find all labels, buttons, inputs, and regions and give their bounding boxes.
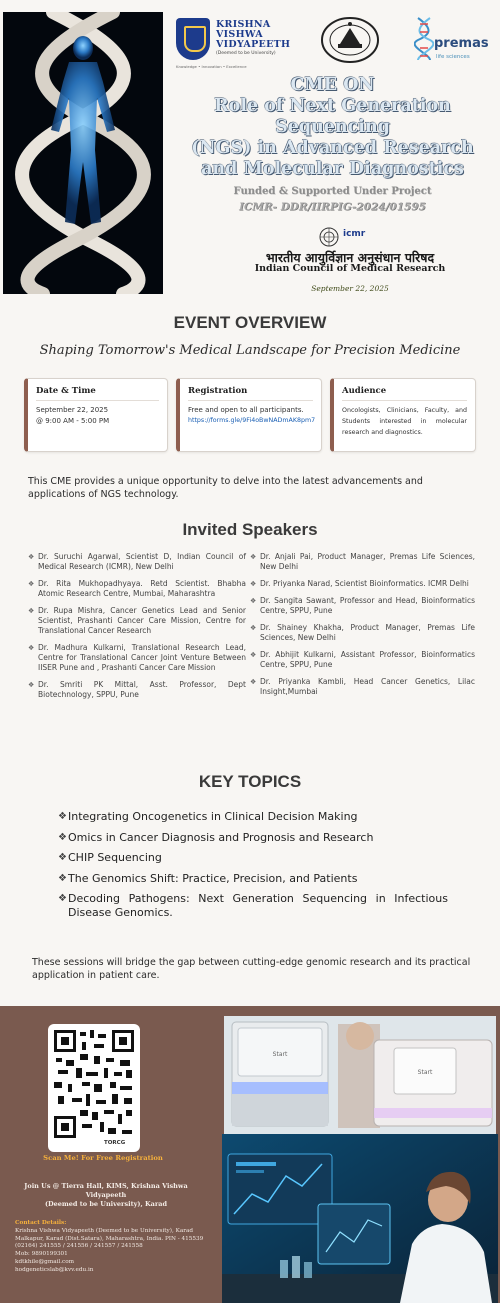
contact-email[interactable]: hodgeneticslab@kvv.edu.in xyxy=(15,1266,94,1273)
speaker-item: ❖ Dr. Rita Mukhopadhyaya. Retd Scientist. Bhabha Atomic Research Centre, Mumbai, Maharashtra xyxy=(28,579,246,598)
registration-card xyxy=(176,378,322,452)
title-line: (NGS) in Advanced Research xyxy=(191,138,474,158)
topic-item: ❖ Integrating Oncogenetics in Clinical Decision Making xyxy=(58,810,358,823)
sequencer-devices-illustration xyxy=(224,1016,496,1136)
key-topics-heading: KEY TOPICS xyxy=(198,772,302,791)
premas-name: premas xyxy=(434,36,489,51)
overview-heading: EVENT OVERVIEW xyxy=(173,313,327,332)
registration-qr[interactable] xyxy=(48,1024,140,1154)
closing-text: These sessions will bridge the gap between cutting-edge genomic research and its practical application in patient care. xyxy=(32,957,471,981)
contact-line: Malkapur, Karad (Dist.Satara), Maharashtra, India. PIN - 415539 xyxy=(15,1235,204,1242)
card-title: Audience xyxy=(342,386,467,401)
speaker-item: ❖ Dr. Smriti PK Mittal, Asst. Professor, Dept Biotechnology, SPPU, Pune xyxy=(28,680,246,699)
contact-email[interactable]: kdtkhile@gmail.com xyxy=(15,1258,75,1265)
diamond-bullet-icon: ❖ xyxy=(58,852,67,863)
svg-text:Start: Start xyxy=(417,1069,433,1076)
contact-phone: (02164) 241555 / 241556 / 241557 / 241558 xyxy=(15,1243,143,1250)
kvv-name: KRISHNA VISHWA VIDYAPEETH xyxy=(216,19,291,50)
speaker-item: ❖ Dr. Priyanka Kambli, Head Cancer Genetics, Lilac Insight,Mumbai xyxy=(250,677,475,696)
diamond-bullet-icon: ❖ xyxy=(250,678,257,686)
diamond-bullet-icon: ❖ xyxy=(28,644,35,652)
diamond-bullet-icon: ❖ xyxy=(58,872,67,884)
speaker-item: ❖ Dr. Abhijit Kulkarni, Assistant Professor, Bioinformatics Centre, SPPU, Pune xyxy=(250,650,475,669)
dna-helix-illustration xyxy=(3,12,163,294)
title-line: CME ON xyxy=(290,75,375,95)
icmr-logo-text: icmr xyxy=(343,229,366,239)
scientist-lab-photo xyxy=(222,1134,498,1303)
event-header xyxy=(0,0,500,298)
title-line: Role of Next Generation Sequencing xyxy=(214,96,451,137)
speaker-item: ❖ Dr. Anjali Pai, Product Manager, Premas Life Sciences, New Delhi xyxy=(250,552,475,571)
contact-details xyxy=(15,1220,230,1275)
kvv-motto: Knowledge • Innovation • Excellence xyxy=(176,64,247,69)
contact-heading: Contact Details: xyxy=(15,1220,67,1226)
diamond-bullet-icon: ❖ xyxy=(58,893,67,904)
funded-text: Funded & Supported Under Project xyxy=(233,186,432,197)
diamond-bullet-icon: ❖ xyxy=(250,597,257,605)
scan-cta: Scan Me! For Free Registration xyxy=(43,1154,163,1162)
registration-text: Free and open to all participants. xyxy=(188,406,304,414)
audience-text: Oncologists, Clinicians, Faculty, and Students interested in molecular research and diagnostics. xyxy=(342,407,467,436)
diamond-bullet-icon: ❖ xyxy=(28,607,35,615)
contact-mobile: Mob: 9890199301 xyxy=(15,1251,68,1258)
premas-subtitle: life sciences xyxy=(436,54,470,60)
diamond-bullet-icon: ❖ xyxy=(28,580,35,588)
icmr-logo xyxy=(318,226,370,248)
kvv-university-logo xyxy=(176,16,291,69)
speaker-item: ❖ Dr. Sangita Sawant, Professor and Head, Bioinformatics Centre, SPPU, Pune xyxy=(250,596,475,615)
topic-item: ❖ Decoding Pathogens: Next Generation Sequencing in Infectious Disease Genomics. xyxy=(58,892,448,919)
topic-item: ❖ The Genomics Shift: Practice, Precision, and Patients xyxy=(58,871,358,885)
diamond-bullet-icon: ❖ xyxy=(250,624,257,632)
event-date: September 22, 2025 xyxy=(311,284,389,293)
sequencer-photo xyxy=(224,1016,496,1136)
overview-tagline: Shaping Tomorrow's Medical Landscape for Precision Medicine xyxy=(39,343,461,358)
card-title: Registration xyxy=(188,386,313,401)
diamond-bullet-icon: ❖ xyxy=(58,811,67,822)
speaker-item: ❖ Dr. Shainey Khakha, Product Manager, Premas Life Sciences, New Delhi xyxy=(250,623,475,642)
diamond-bullet-icon: ❖ xyxy=(250,651,257,659)
topic-item: ❖ Omics in Cancer Diagnosis and Prognosis and Research xyxy=(58,830,374,844)
kvv-subtitle: (Deemed to be University) xyxy=(216,51,276,56)
venue-text: Join Us @ Tierra Hall, KIMS, Krishna Vishwa Vidyapeeth (Deemed to be University), Karad xyxy=(24,1182,188,1208)
date-time-card xyxy=(24,378,168,452)
speaker-item: ❖ Dr. Suruchi Agarwal, Scientist D, Indian Council of Medical Research (ICMR), New Delhi xyxy=(28,552,246,571)
speakers-left-column xyxy=(28,552,246,707)
diamond-bullet-icon: ❖ xyxy=(250,580,257,588)
speaker-item: ❖ Dr. Madhura Kulkarni, Translational Research Lead, Centre for Translational Cancer Joint Venture Between IISER Pune and , Prashanti Cancer Care Mission xyxy=(28,643,246,672)
key-topics-list xyxy=(58,810,448,926)
speaker-item: ❖ Dr. Rupa Mishra, Cancer Genetics Lead and Senior Scientist, Prashanti Cancer Care Mission, Centre for Translational Cancer Research xyxy=(28,606,246,635)
cme-title xyxy=(165,75,500,180)
registration-link[interactable]: https://forms.gle/9Fi4oBwNADmAK8pm7 xyxy=(188,417,316,424)
audience-card xyxy=(330,378,476,452)
dna-human-body-image xyxy=(3,12,163,294)
premas-logo xyxy=(414,14,494,66)
qr-code-icon[interactable] xyxy=(54,1030,134,1138)
event-date-line: September 22, 2025 xyxy=(36,406,109,414)
overview-intro: This CME provides a unique opportunity to delve into the latest advancements and applications of NGS technology. xyxy=(28,476,423,500)
contact-line: Krishna Vishwa Vidyapeeth (Deemed to be University), Karad xyxy=(15,1227,193,1234)
diamond-bullet-icon: ❖ xyxy=(28,553,35,561)
title-line: and Molecular Diagnostics xyxy=(201,159,464,179)
diamond-bullet-icon: ❖ xyxy=(250,553,257,561)
icmr-english-name: Indian Council of Medical Research xyxy=(254,263,446,274)
event-time-line: @ 9:00 AM - 5:00 PM xyxy=(36,417,110,425)
topic-item: ❖ CHIP Sequencing xyxy=(58,851,162,864)
svg-text:Start: Start xyxy=(272,1051,288,1058)
card-title: Date & Time xyxy=(36,386,159,401)
project-number: ICMR- DDR/IIRPIG-2024/01595 xyxy=(239,201,426,213)
logo-row xyxy=(170,12,496,72)
kvv-shield-icon xyxy=(176,18,210,60)
footer xyxy=(0,1006,500,1303)
qr-brand: TORCG xyxy=(104,1140,126,1146)
diamond-bullet-icon: ❖ xyxy=(58,831,67,843)
speakers-right-column xyxy=(250,552,475,704)
dna-strand-icon xyxy=(414,16,434,62)
university-emblem-icon xyxy=(318,14,382,64)
icmr-hindi-name: भारतीय आयुर्विज्ञान अनुसंधान परिषद xyxy=(265,250,435,265)
diamond-bullet-icon: ❖ xyxy=(28,681,35,689)
speaker-item: ❖ Dr. Priyanka Narad, Scientist Bioinformatics. ICMR Delhi xyxy=(250,579,469,588)
speakers-heading: Invited Speakers xyxy=(182,520,318,539)
scientist-at-computer-illustration xyxy=(222,1134,498,1303)
